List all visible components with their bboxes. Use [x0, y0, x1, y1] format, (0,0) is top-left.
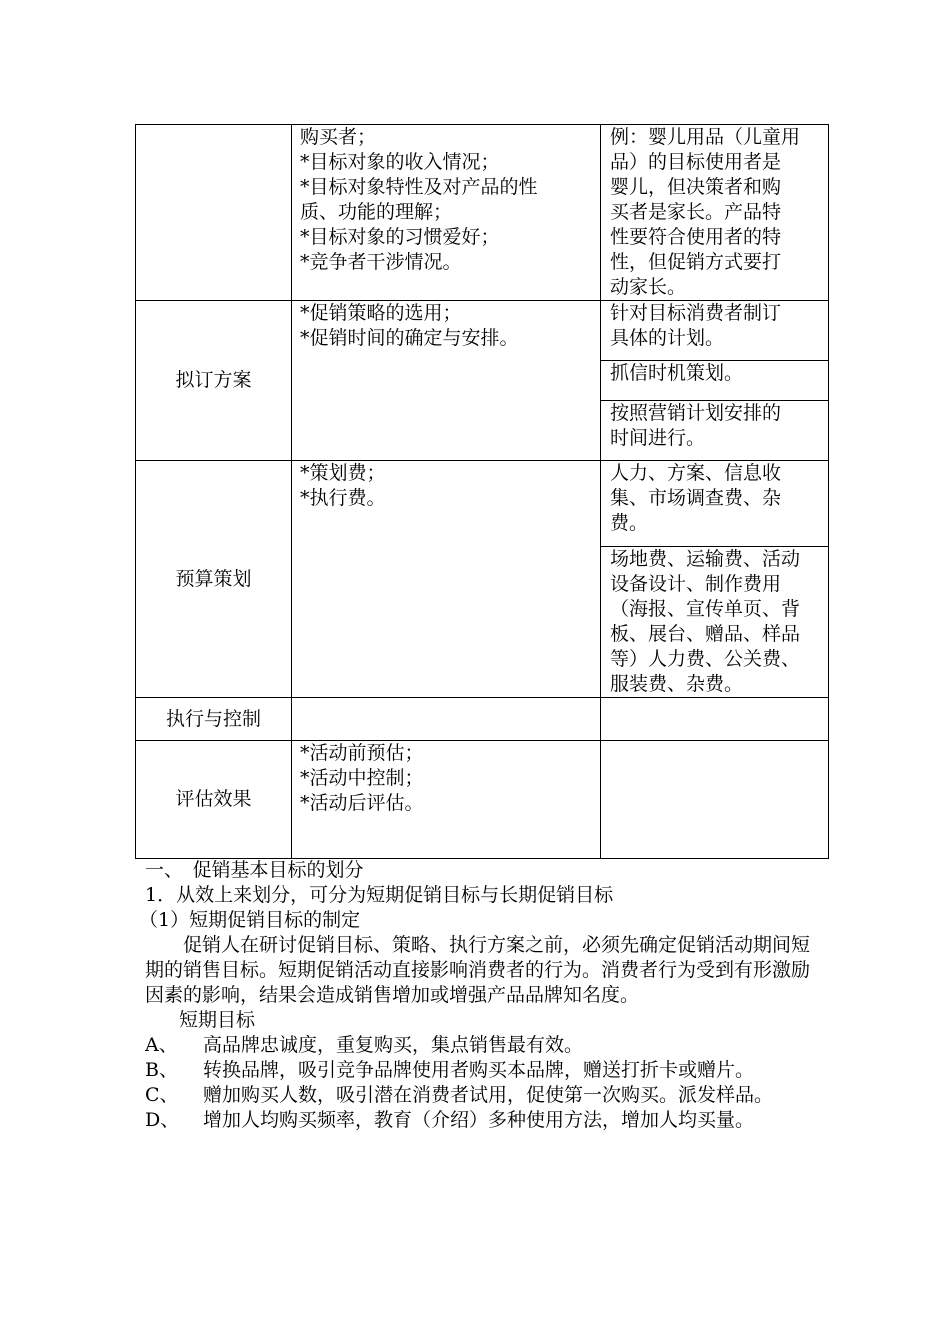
row1-col3: 例：婴儿用品（儿童用 品）的目标使用者是 婴儿，但决策者和购 买者是家长。产品特 性要符合使用者的特 性，但促销方式要打 动家长。 — [601, 125, 829, 301]
table-row — [136, 125, 829, 301]
row4-col3 — [601, 698, 829, 741]
row2-label: 拟订方案 — [136, 301, 292, 461]
row3-col3: 人力、方案、信息收 集、市场调查费、杂 费。 场地费、运输费、活动 设备设计、制作费用 （海报、宣传单页、背 板、展台、赠品、样品 等）人力费、公关费、 服装费、杂费。 — [601, 461, 829, 698]
table-row — [136, 461, 829, 698]
row1-col2: 购买者； *目标对象的收入情况； *目标对象特性及对产品的性 质、功能的理解； *目标对象的习惯爱好； *竞争者干涉情况。 — [292, 125, 601, 301]
section-heading: 一、 促销基本目标的划分 — [145, 859, 364, 881]
list-item: D、 增加人均购买频率，教育（介绍）多种使用方法，增加人均买量。 — [145, 1109, 755, 1131]
row5-label: 评估效果 — [136, 741, 292, 859]
row3-label: 预算策划 — [136, 461, 292, 698]
row4-label: 执行与控制 — [136, 698, 292, 741]
subsubsection-heading: （1）短期促销目标的制定 — [139, 909, 361, 931]
row1-col1 — [136, 125, 292, 301]
row5-col3 — [601, 741, 829, 859]
subsection-heading: 1．从效上来划分，可分为短期促销目标与长期促销目标 — [145, 884, 614, 906]
table-row — [136, 301, 829, 461]
row2-col2: *促销策略的选用； *促销时间的确定与安排。 — [292, 301, 601, 461]
row3-col2: *策划费； *执行费。 — [292, 461, 601, 698]
planning-table — [135, 124, 829, 859]
list-item: B、 转换品牌，吸引竞争品牌使用者购买本品牌，赠送打折卡或赠片。 — [145, 1059, 755, 1081]
short-term-goal-heading: 短期目标 — [179, 1009, 256, 1031]
body-paragraph: 促销人在研讨促销目标、策略、执行方案之前，必须先确定促销活动期间短期的销售目标。短期促销活动直接影响消费者的行为。消费者行为受到有形激励因素的影响，结果会造成销售增加或增强产品品牌知名度。 — [145, 934, 811, 1006]
row5-col2: *活动前预估； *活动中控制； *活动后评估。 — [292, 741, 601, 859]
table-row — [136, 698, 829, 741]
row2-col3: 针对目标消费者制订 具体的计划。 抓信时机策划。 按照营销计划安排的 时间进行。 — [601, 301, 829, 461]
list-item: C、 赠加购买人数，吸引潜在消费者试用，促使第一次购买。派发样品。 — [145, 1084, 774, 1106]
list-item: A、 高品牌忠诚度，重复购买，集点销售最有效。 — [145, 1034, 584, 1056]
row4-col2 — [292, 698, 601, 741]
table-row — [136, 741, 829, 859]
body-text — [139, 858, 815, 1133]
